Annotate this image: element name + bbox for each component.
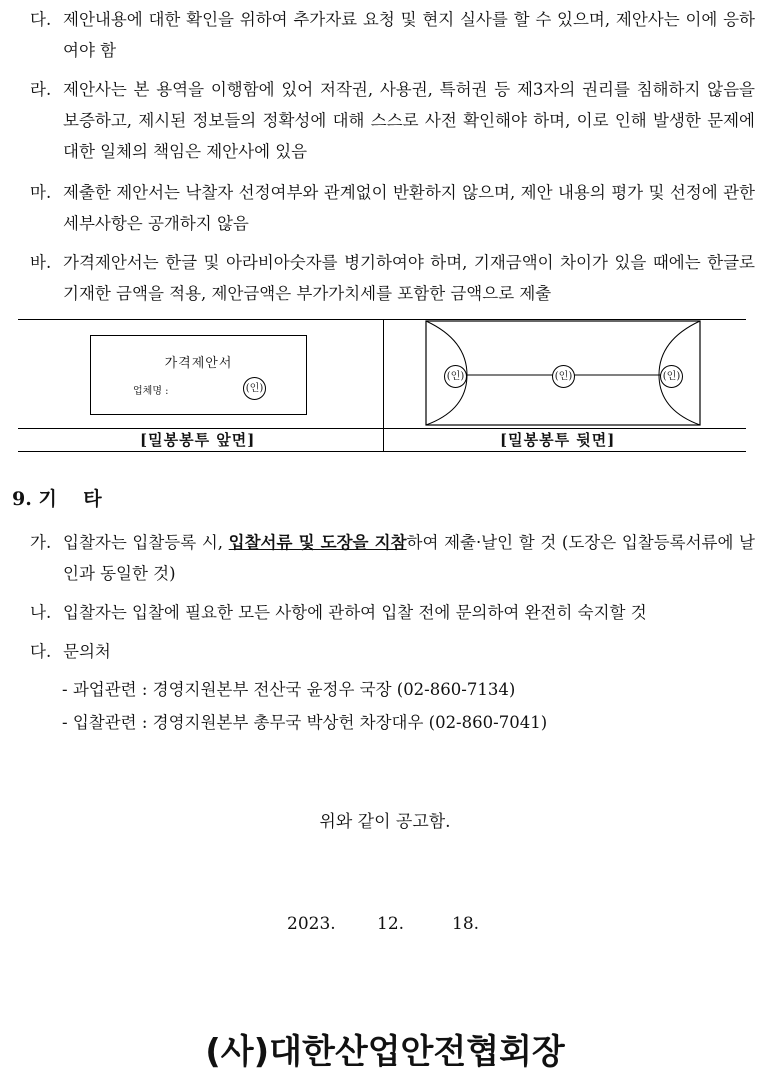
item-text — [30, 527, 755, 589]
contact-line: - 과업관련 : 경영지원본부 전산국 윤정우 국장 (02-860-7134) — [62, 680, 516, 699]
item-marker: 가. — [30, 533, 52, 552]
item-da-contact — [30, 636, 755, 667]
item-text-emphasis: 입찰서류 및 도장을 지참 — [228, 533, 407, 552]
item-da-top — [30, 4, 755, 66]
item-marker: 마. — [30, 183, 52, 202]
closing-statement: 위와 같이 공고함. — [319, 812, 451, 832]
seal-mark: (인) — [444, 365, 467, 388]
item-ra — [30, 74, 755, 167]
item-text: 제안내용에 대한 확인을 위하여 추가자료 요청 및 현지 실사를 할 수 있으며, 제안사는 이에 응하여야 함 — [63, 10, 755, 60]
item-ma — [30, 177, 755, 239]
table-bottom-border — [18, 451, 746, 452]
item-ga — [30, 527, 755, 589]
item-marker: 다. — [30, 642, 52, 661]
contact-line: - 입찰관련 : 경영지원본부 총무국 박상헌 차장대우 (02-860-7041) — [62, 713, 548, 732]
envelope-back-caption: [밀봉봉투 뒷면] — [500, 431, 616, 449]
item-marker: 바. — [30, 253, 52, 272]
envelope-front-title: 가격제안서 — [164, 356, 233, 371]
seal-mark: (인) — [243, 377, 266, 400]
item-text: 제안사는 본 용역을 이행함에 있어 저작권, 사용권, 특허권 등 제3자의 권리를 침해하지 않음을 보증하고, 제시된 정보들의 정확성에 대해 스스로 사전 확인해야 하며, 이로 인해 발생한 문제에 대한 일체의 책임은 제안사에 있음 — [63, 80, 755, 161]
seal-mark: (인) — [660, 365, 683, 388]
item-text-part: 입찰자는 입찰등록 시, — [63, 533, 229, 552]
item-na — [30, 597, 755, 628]
date-month: 12. — [377, 914, 405, 934]
section-number: 9. — [12, 488, 32, 510]
table-caption-border — [18, 428, 746, 429]
item-marker: 라. — [30, 80, 52, 99]
item-ba — [30, 247, 755, 309]
envelope-front — [90, 335, 307, 415]
section-title: 기 타 — [38, 488, 102, 510]
item-marker: 다. — [30, 10, 52, 29]
organization-name: (사)대한산업안전협회장 — [205, 1032, 565, 1072]
envelope-company-label: 업체명 : — [133, 386, 169, 397]
item-text: 가격제안서는 한글 및 아라비아숫자를 병기하여야 하며, 기재금액이 차이가 있을 때에는 한글로 기재한 금액을 적용, 제안금액은 부가가치세를 포함한 금액으로 제출 — [63, 253, 755, 303]
seal-mark: (인) — [552, 365, 575, 388]
table-divider — [383, 319, 384, 451]
section-heading — [12, 484, 102, 511]
envelope-front-caption: [밀봉봉투 앞면] — [140, 431, 256, 449]
item-text: 문의처 — [63, 642, 111, 661]
date-day: 18. — [452, 914, 480, 934]
item-text: 제출한 제안서는 낙찰자 선정여부와 관계없이 반환하지 않으며, 제안 내용의 평가 및 선정에 관한 세부사항은 공개하지 않음 — [63, 183, 755, 233]
date-year: 2023. — [287, 914, 336, 934]
item-text: 입찰자는 입찰에 필요한 모든 사항에 관하여 입찰 전에 문의하여 완전히 숙지할 것 — [63, 603, 647, 622]
item-marker: 나. — [30, 603, 52, 622]
item-text-part: 하여 제출·날인 할 것 (도장은 입찰등록서류에 날인과 동일한 것) — [63, 533, 755, 583]
